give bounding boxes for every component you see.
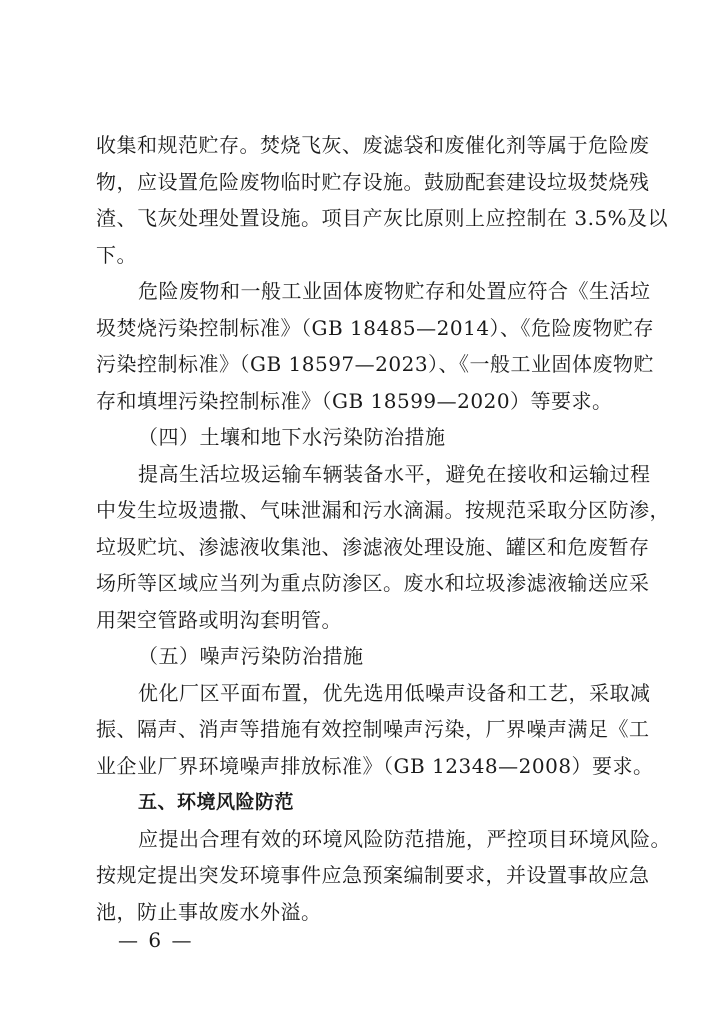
text-line: 应提出合理有效的环境风险防范措施，严控项目环境风险。 bbox=[138, 826, 671, 851]
section-heading: （五）噪声污染防治措施 bbox=[138, 644, 364, 668]
text-line: 场所等区域应当列为重点防渗区。废水和垃圾渗滤液输送应采 bbox=[96, 571, 650, 595]
text-line: 振、隔声、消声等措施有效控制噪声污染，厂界噪声满足《工 bbox=[96, 717, 650, 741]
paragraph bbox=[96, 675, 654, 785]
text-line: 圾焚烧污染控制标准》（GB 18485—2014）、《危险废物贮存 bbox=[96, 315, 655, 340]
text-line: 收集和规范贮存。焚烧飞灰、废滤袋和废催化剂等属于危险废 bbox=[96, 133, 650, 157]
text-line: 污染控制标准》（GB 18597—2023）、《一般工业固体废物贮 bbox=[96, 352, 655, 376]
text-line: 按规定提出突发环境事件应急预案编制要求，并设置事故应急 bbox=[96, 863, 650, 887]
page-number: — 6 — bbox=[118, 928, 194, 952]
paragraph bbox=[96, 821, 671, 931]
section-heading: （四）土壤和地下水污染防治措施 bbox=[138, 425, 446, 449]
text-line: 渣、飞灰处理处置设施。项目产灰比原则上应控制在 3.5%及以 bbox=[96, 206, 669, 230]
text-line: 用架空管路或明沟套明管。 bbox=[96, 607, 342, 632]
text-line: 危险废物和一般工业固体废物贮存和处置应符合《生活垃 bbox=[138, 279, 651, 303]
text-line: 业企业厂界环境噪声排放标准》（GB 12348—2008）要求。 bbox=[96, 753, 654, 778]
chapter-heading: 五、环境风险防范 bbox=[138, 791, 295, 813]
text-line: 下。 bbox=[96, 242, 137, 267]
text-line: 垃圾贮坑、渗滤液收集池、渗滤液处理设施、罐区和危废暂存 bbox=[96, 534, 650, 559]
text-line: 提高生活垃圾运输车辆装备水平，避免在接收和运输过程 bbox=[138, 461, 651, 486]
text-line: 优化厂区平面布置，优先选用低噪声设备和工艺，采取减 bbox=[138, 680, 651, 705]
document-body bbox=[96, 127, 671, 930]
paragraph bbox=[96, 456, 670, 639]
text-line: 存和填埋污染控制标准》（GB 18599—2020）等要求。 bbox=[96, 388, 613, 413]
text-line: 池，防止事故废水外溢。 bbox=[96, 899, 322, 924]
paragraph bbox=[96, 127, 669, 273]
text-line: 物，应设置危险废物临时贮存设施。鼓励配套建设垃圾焚烧残 bbox=[96, 169, 650, 194]
paragraph bbox=[96, 273, 655, 419]
text-line: 中发生垃圾遗撒、气味泄漏和污水滴漏。按规范采取分区防渗， bbox=[96, 498, 670, 522]
